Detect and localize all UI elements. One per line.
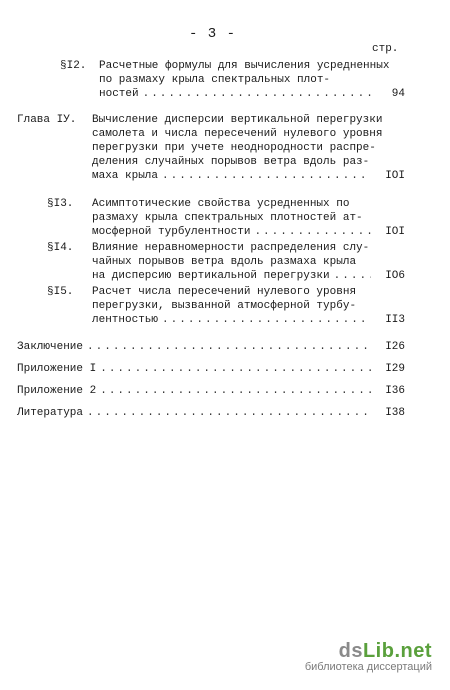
toc-title-line: перегрузки при учете неоднородности распре- [92, 142, 376, 154]
dot-leader [162, 169, 371, 183]
toc-entry-label: §I5. [47, 286, 74, 298]
toc-title-line: перегрузки, вызванной атмосферной турбу- [92, 300, 357, 312]
toc-entry-label: §I3. [47, 198, 74, 210]
toc-title-line: на дисперсию вертикальной перегрузки [92, 270, 330, 282]
toc-title-line: мосферной турбулентности [92, 226, 251, 238]
page-column-header: стр. [372, 43, 399, 55]
toc-entry-title [99, 59, 405, 101]
toc-page-number: I29 [385, 363, 405, 375]
toc-title-line: Асимптотические свойства усредненных по [92, 198, 350, 210]
toc-entry-title [17, 362, 405, 376]
dot-leader [100, 362, 371, 376]
toc-entry-title [92, 241, 405, 283]
toc-title-line: маха крыла [92, 170, 159, 182]
toc-title-line: самолета и числа пересечений нулевого уровня [92, 128, 383, 140]
toc-page-number: I26 [385, 341, 405, 353]
toc-title-line: Вычисление дисперсии вертикальной перегрузки [92, 114, 383, 126]
toc-entry-title [17, 384, 405, 398]
toc-title-line: Приложение 2 [17, 385, 97, 397]
toc-title-line: Литература [17, 407, 84, 419]
watermark [305, 640, 432, 673]
toc-entry-title [17, 406, 405, 420]
toc-title-line: размаху крыла спектральных плотностей ат- [92, 212, 363, 224]
page-number: - 3 - [189, 26, 237, 42]
watermark-subtitle: библиотека диссертаций [304, 661, 432, 673]
toc-page-number: IOI [385, 226, 405, 238]
toc-entry-title [92, 113, 405, 183]
dot-leader [162, 313, 371, 327]
toc-page-number: 94 [391, 88, 405, 100]
toc-entry-label: Глава IУ. [17, 114, 77, 126]
toc-entry-label: §I4. [47, 242, 74, 254]
dot-leader [334, 269, 371, 283]
dot-leader [254, 225, 371, 239]
toc-title-line: Расчет числа пересечений нулевого уровня [92, 286, 357, 298]
toc-page-number: II3 [385, 314, 405, 326]
dot-leader [143, 87, 371, 101]
toc-page-number: I36 [385, 385, 405, 397]
toc-title-line: чайных порывов ветра вдоль размаха крыла [92, 256, 357, 268]
toc-title-line: деления случайных порывов ветра вдоль раз- [92, 156, 370, 168]
watermark-logo: dsLib.net [338, 640, 432, 662]
toc-entry-title [92, 197, 405, 239]
toc-page-number: IO6 [385, 270, 405, 282]
toc-title-line: лентностью [92, 314, 159, 326]
toc-title-line: Приложение I [17, 363, 97, 375]
toc-title-line: Влияние неравномерности распределения слу- [92, 242, 370, 254]
toc-entry-label: §I2. [60, 60, 87, 72]
toc-title-line: ностей [99, 88, 139, 100]
dot-leader [100, 384, 371, 398]
dot-leader [87, 406, 371, 420]
dot-leader [87, 340, 371, 354]
toc-entry-title [17, 340, 405, 354]
toc-title-line: Расчетные формулы для вычисления усредненных [99, 60, 390, 72]
toc-page-number: I38 [385, 407, 405, 419]
toc-entry-title [92, 285, 405, 327]
toc-page-number: IOI [385, 170, 405, 182]
toc-title-line: по размаху крыла спектральных плот- [99, 74, 331, 86]
toc-title-line: Заключение [17, 341, 84, 353]
